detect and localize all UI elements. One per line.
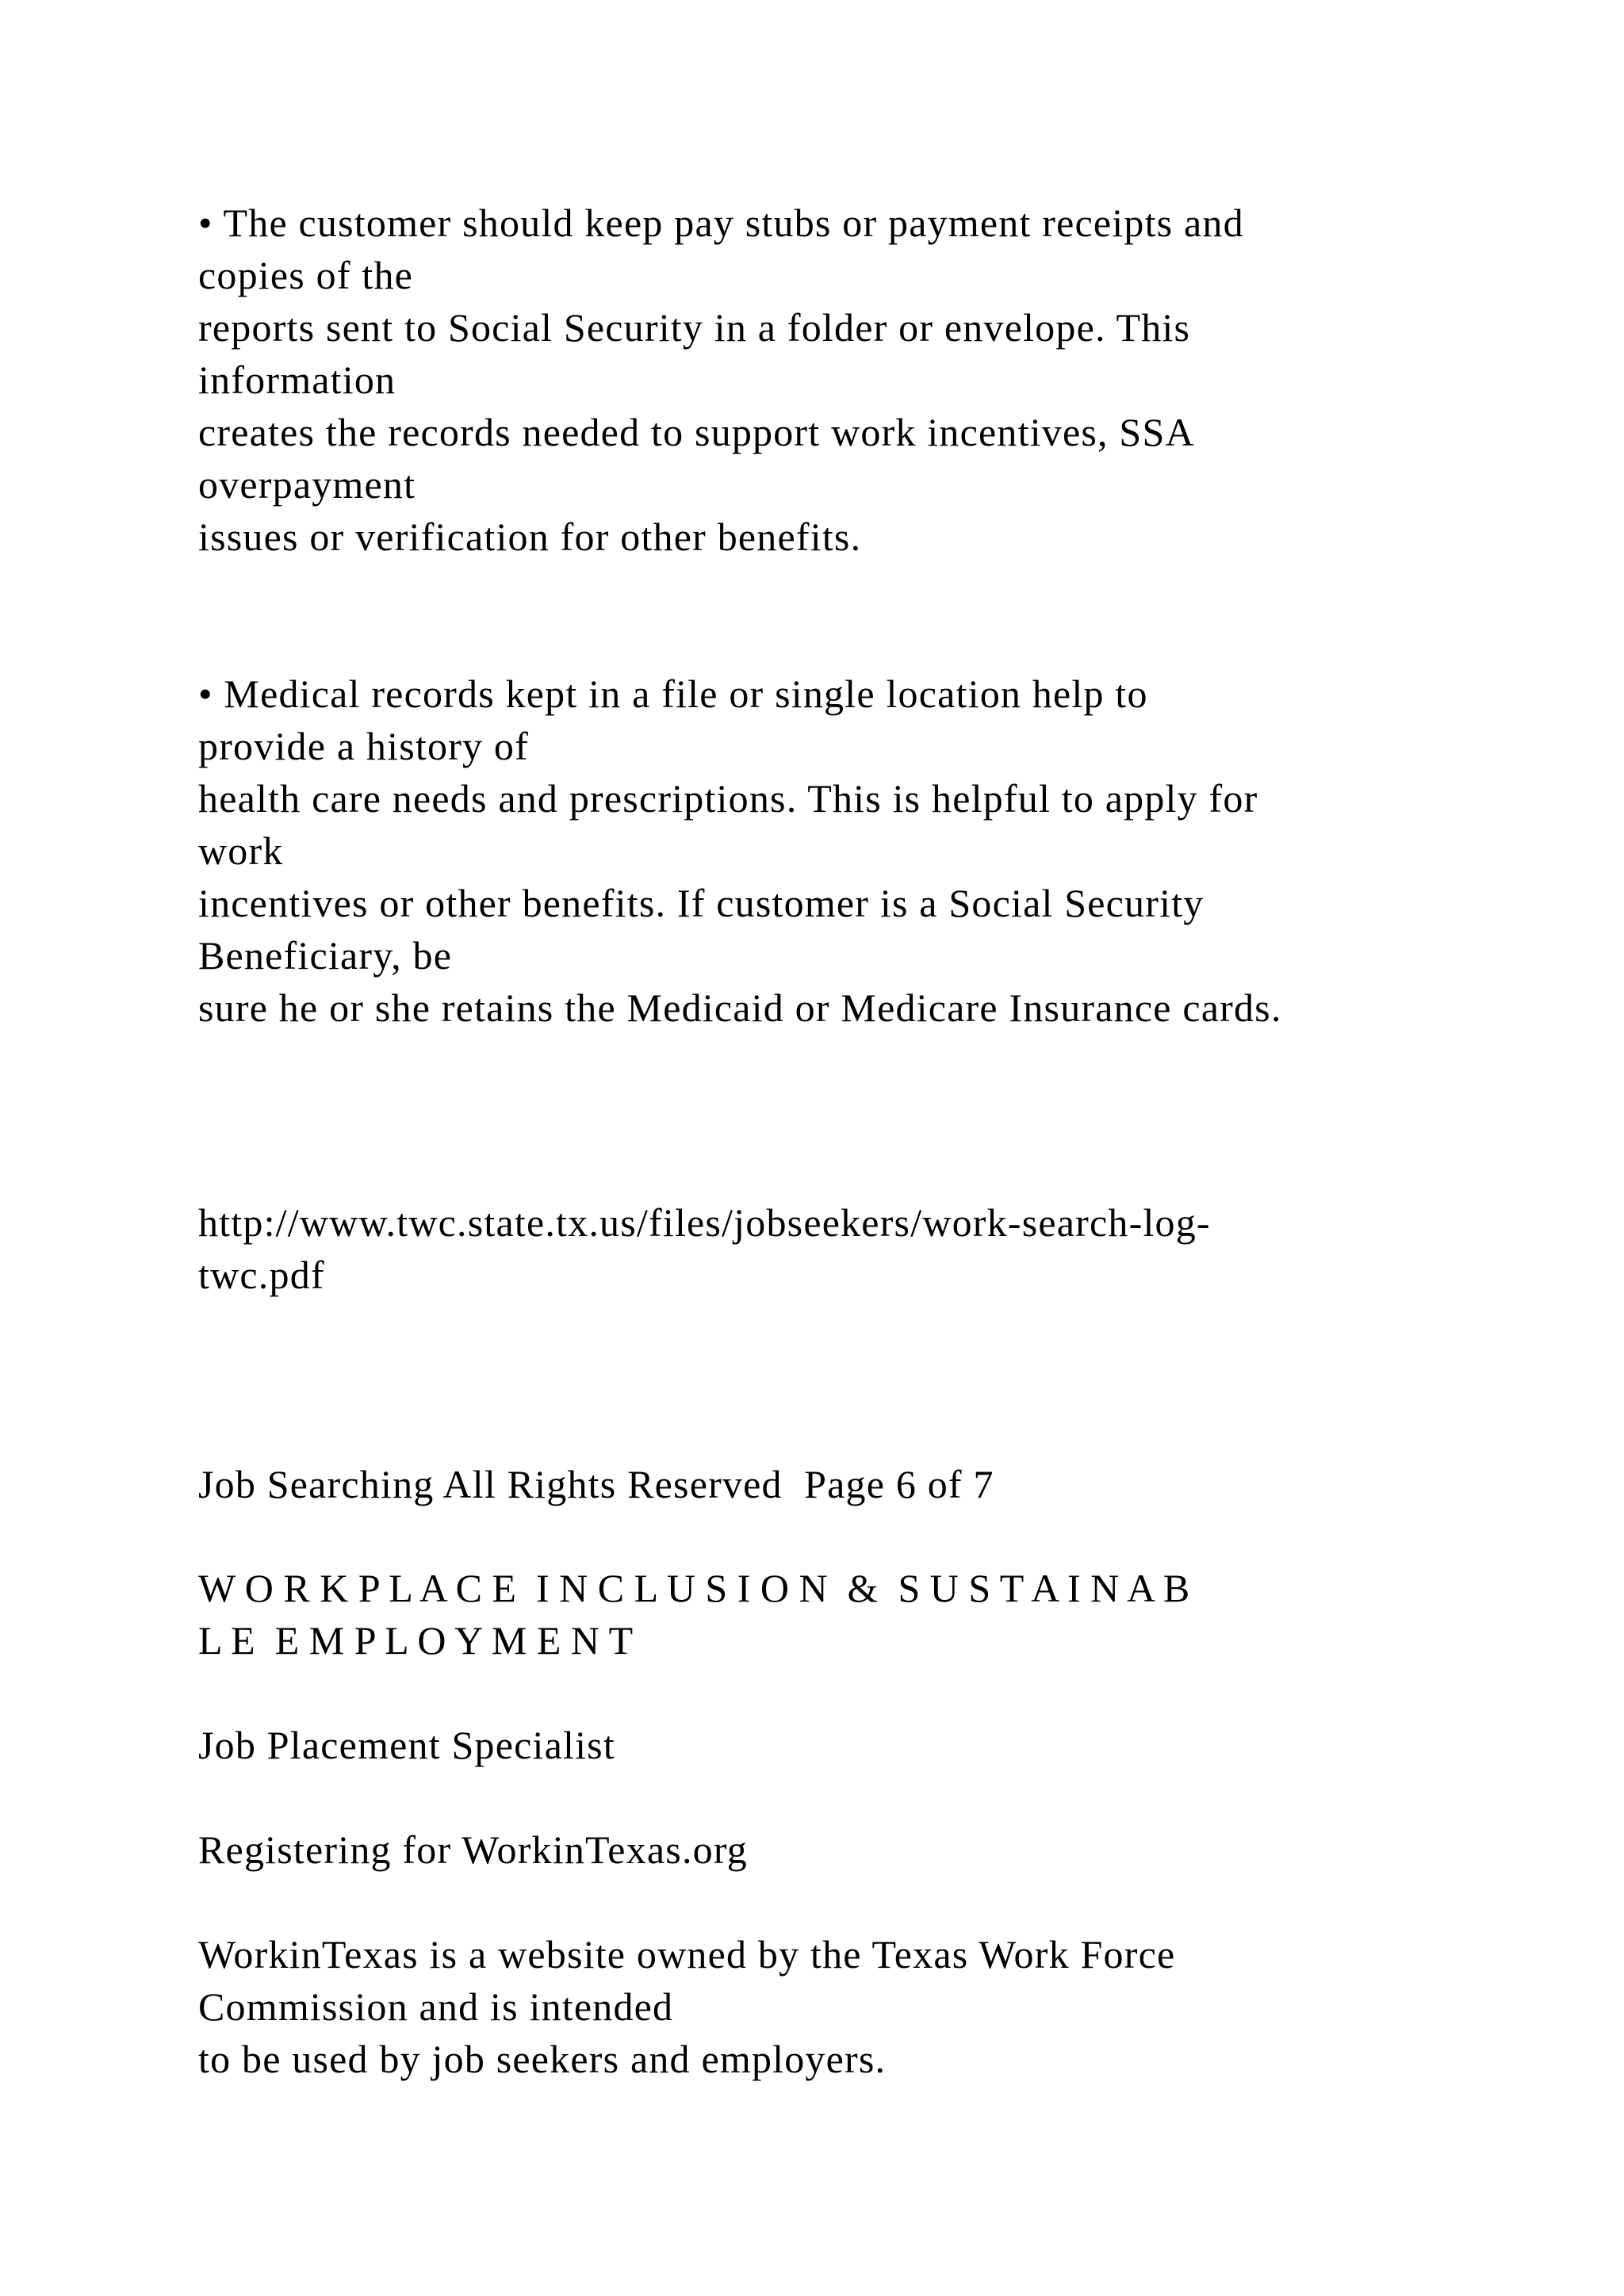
section-header: L E E M P L O Y M E N T [198, 1618, 634, 1663]
section-title: Registering for WorkinTexas.org [198, 1827, 748, 1872]
job-title: Job Placement Specialist [198, 1723, 615, 1767]
paragraph-line: information [198, 358, 396, 402]
paragraph-line: reports sent to Social Security in a folder or envelope. This [198, 305, 1191, 350]
paragraph-line: • Medical records kept in a file or single location help to [198, 672, 1148, 716]
url-line: twc.pdf [198, 1253, 325, 1297]
paragraph-line: health care needs and prescriptions. This is helpful to apply for [198, 776, 1258, 821]
section-header: W O R K P L A C E I N C L U S I O N & S U S T A I N A B [198, 1566, 1190, 1610]
paragraph-line: • The customer should keep pay stubs or payment receipts and [198, 201, 1244, 245]
paragraph-line: provide a history of [198, 724, 529, 768]
paragraph-line: overpayment [198, 462, 416, 507]
paragraph-line: sure he or she retains the Medicaid or Medicare Insurance cards. [198, 985, 1282, 1030]
page-footer: Job Searching All Rights Reserved Page 6 of 7 [198, 1462, 994, 1506]
url-line: http://www.twc.state.tx.us/files/jobseekers/work-search-log- [198, 1200, 1211, 1245]
paragraph-line: issues or verification for other benefits. [198, 515, 862, 559]
paragraph-line: Commission and is intended [198, 1984, 674, 2029]
paragraph-line: creates the records needed to support work incentives, SSA [198, 410, 1195, 454]
paragraph-line: incentives or other benefits. If customer is a Social Security [198, 881, 1205, 925]
paragraph-line: work [198, 828, 284, 873]
paragraph-line: WorkinTexas is a website owned by the Texas Work Force [198, 1932, 1176, 1976]
paragraph-line: to be used by job seekers and employers. [198, 2037, 887, 2081]
paragraph-line: copies of the [198, 253, 414, 297]
paragraph-line: Beneficiary, be [198, 933, 453, 978]
